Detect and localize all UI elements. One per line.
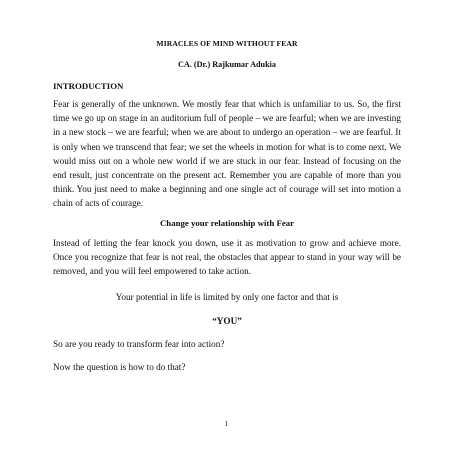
section-heading: INTRODUCTION xyxy=(53,81,124,91)
centered-line: Your potential in life is limited by only one factor and that is xyxy=(115,292,339,303)
intro-paragraph: Fear is generally of the unknown. We mostly fear that which is unfamiliar to us. So, the first time we go up on stage in an auditorium full of people – we are fearful; when we are investing in a new stock – we are fearful; when we are about to undergo an operation – we are fearful. It is only when we transcend that fear; we set the wheels in motion for what is to come next. We would miss out on a whole new world if we are stuck in our fear. Instead of focusing on the end result, just concentrate on the present act. Remember you are capable of more than you think. You just need to make a beginning and one single act of courage will set into motion a chain of acts of courage. xyxy=(53,99,401,209)
document-page xyxy=(53,38,401,374)
page-number: 1 xyxy=(224,419,229,428)
second-paragraph: Instead of letting the fear knock you down, use it as motivation to grow and achieve more. Once you recognize that fear is not real, the obstacles that appear to stand in your way will be removed, and you will feel empowered to take action. xyxy=(53,237,401,277)
question-one: So are you ready to transform fear into action? xyxy=(53,339,225,350)
emphasis-you: “YOU” xyxy=(212,316,242,327)
subheading: Change your relationship with Fear xyxy=(159,217,295,228)
author-line: CA. (Dr.) Rajkumar Adukia xyxy=(177,60,277,69)
document-title: MIRACLES OF MIND WITHOUT FEAR xyxy=(156,39,298,48)
question-two: Now the question is how to do that? xyxy=(53,362,186,373)
